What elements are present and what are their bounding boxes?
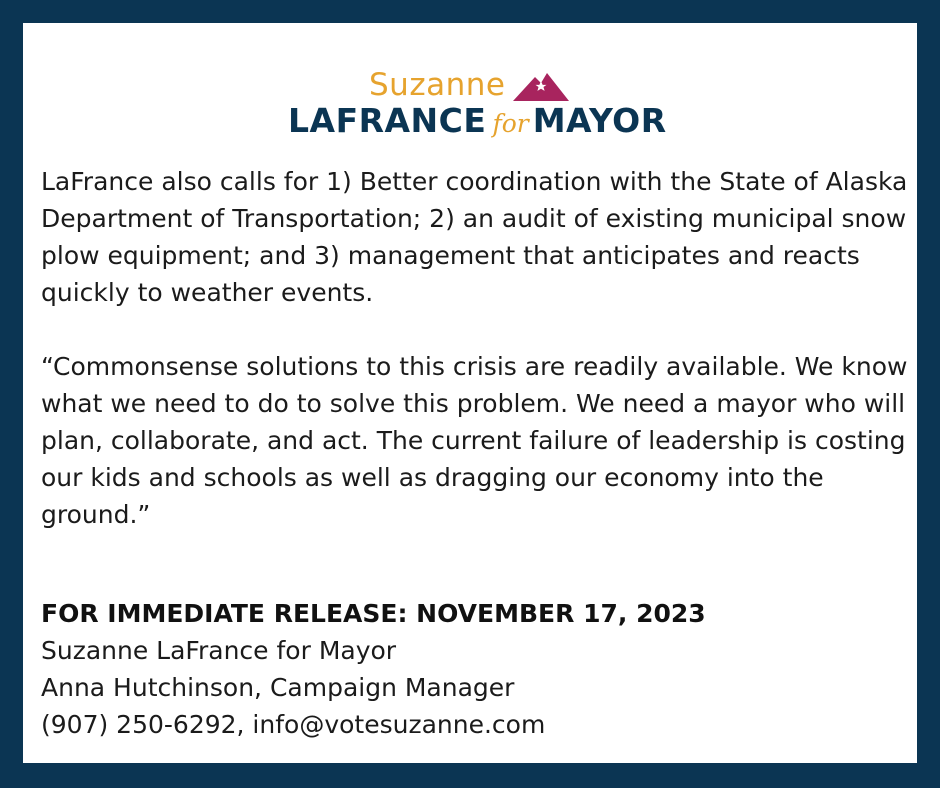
release-body (41, 163, 911, 533)
release-contact-block (41, 595, 911, 743)
release-phone-email: (907) 250-6292, info@votesuzanne.com (41, 710, 546, 739)
logo-last-name: LAFRANCE (288, 101, 487, 140)
release-contact: Anna Hutchinson, Campaign Manager (41, 673, 515, 702)
release-headline: FOR IMMEDIATE RELEASE: NOVEMBER 17, 2023 (41, 599, 706, 628)
logo-first-name: Suzanne (369, 67, 506, 103)
campaign-logo (23, 45, 917, 145)
press-release-card (23, 23, 917, 763)
logo-lower-line (288, 101, 667, 147)
logo-for: for (492, 109, 529, 138)
mountain-star-icon (513, 71, 569, 101)
release-organization: Suzanne LaFrance for Mayor (41, 636, 397, 665)
body-paragraph-1: LaFrance also calls for 1) Better coordination with the State of Alaska Department of Transportation; 2) an audit of existing municipal snow plow equipment; and 3) management that anticipates and reacts quickly to weather events. (41, 167, 908, 307)
body-paragraph-2: “Commonsense solutions to this crisis are readily available. We know what we need to do to solve this problem. We need a mayor who will plan, collaborate, and act. The current failure of leadership is costing our kids and schools as well as dragging our economy into the ground.” (41, 352, 908, 529)
logo-office: MAYOR (532, 101, 667, 140)
